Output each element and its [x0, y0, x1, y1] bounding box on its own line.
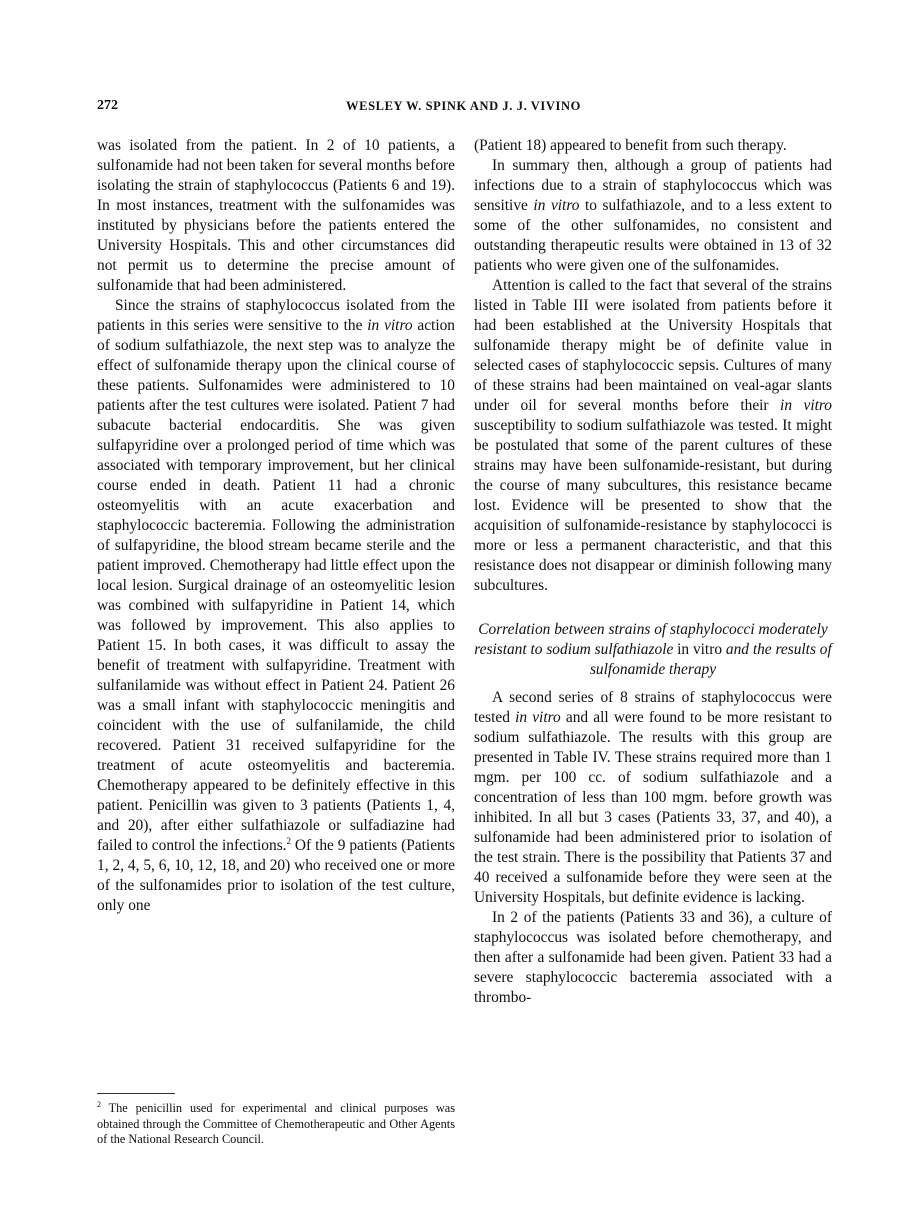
page-header — [97, 98, 830, 118]
italic-term: in vitro — [367, 317, 413, 334]
paragraph: In 2 of the patients (Patients 33 and 36), a culture of staphylococcus was isolated before chemotherapy, and then after a sulfonamide had been given. Patient 33 had a severe staphylococcic bacteremia associated with a thrombo- — [474, 909, 832, 1006]
paragraph: (Patient 18) appeared to benefit from such therapy. — [474, 137, 787, 154]
section-heading: Correlation between strains of staphylococci moderately resistant to sodium sulfathiazole in vitro and the results of sulfonamide therapy — [474, 621, 832, 678]
right-column — [474, 136, 832, 1008]
page-number: 272 — [97, 98, 118, 113]
italic-term: in vitro — [515, 709, 561, 726]
paragraph: Attention is called to the fact that several of the strains listed in Table III were isolated from patients before it had been established at the University Hospitals that sulfonamide therapy might be of definite value in selected cases of staphylococcic sepsis. Cultures of many of these strains had been maintained on veal-agar slants under oil for several months before their in vitro susceptibility to sodium sulfathiazole was tested. It might be postulated that some of the parent cultures of these strains may have been sulfonamide-resistant, but during the course of many subcultures, this resistance became lost. Evidence will be presented to show that the acquisition of sulfonamide-resistance by staphylococci is more or less a permanent characteristic, and that this resistance does not disappear or diminish following many subcultures. — [474, 277, 832, 594]
paragraph: A second series of 8 strains of staphylococcus were tested in vitro and all were found to be more resistant to sodium sulfathiazole. The results with this group are presented in Table IV. These strains required more than 1 mgm. per 100 cc. of sodium sulfathiazole and a concentration of less than 100 mgm. before growth was inhibited. In all but 3 cases (Patients 33, 37, and 40), a sulfonamide had been administered prior to isolation of the test strain. There is the possibility that Patients 37 and 40 received a sulfonamide before they were seen at the University Hospitals, but definite evidence is lacking. — [474, 689, 832, 906]
italic-term: in vitro — [533, 197, 580, 214]
footnote-text: The penicillin used for experimental and clinical purposes was obtained through the Committee of Chemotherapeutic and Other Agents of the National Research Council. — [97, 1101, 455, 1147]
paragraph: Since the strains of staphylococcus isolated from the patients in this series were sensitive to the in vitro action of sodium sulfathiazole, the next step was to analyze the effect of sulfonamide therapy upon the clinical course of these patients. Sulfonamides were administered to 10 patients after the test cultures were isolated. Patient 7 had subacute bacterial endocarditis. She was given sulfapyridine over a prolonged period of time which was associated with temporary improvement, but her clinical course ended in death. Patient 11 had a chronic osteomyelitis with an acute exacerbation and staphylococcic bacteremia. Following the administration of sulfapyridine, the blood stream became sterile and the patient improved. Chemotherapy had little effect upon the local lesion. Surgical drainage of an osteomyelitic lesion was combined with sulfapyridine in Patient 14, which was followed by improvement. This also applies to Patient 15. In both cases, it was difficult to assay the benefit of treatment with sulfapyridine. Treatment with sulfanilamide was without effect in Patient 24. Patient 26 was a small infant with staphylococcic meningitis and coincident with the use of sulfanilamide, the child recovered. Patient 31 received sulfapyridine for the treatment of acute osteomyelitis and bacteremia. Chemotherapy appeared to be definitely effective in this patient. Penicillin was given to 3 patients (Patients 1, 4, and 20), after either sulfathiazole or sulfadiazine had failed to control the infections.$^2$ Of the 9 patients (Patients 1, 2, 4, 5, 6, 10, 12, 18, and 20) who received one or more of the sulfonamides prior to isolation of the test culture, only one — [97, 297, 455, 914]
footnote-ref[interactable]: 2 — [286, 835, 292, 846]
footnote-divider — [97, 1093, 175, 1094]
italic-term: in vitro — [780, 397, 832, 414]
paragraph: was isolated from the patient. In 2 of 10 patients, a sulfonamide had not been taken for several months before isolating the strain of staphylococcus (Patients 6 and 19). In most instances, treatment with the sulfonamides was instituted by physicians before the patients entered the University Hospitals. This and other circumstances did not permit us to determine the precise amount of sulfonamide that had been administered. — [97, 137, 455, 294]
left-column — [97, 136, 455, 916]
running-head: WESLEY W. SPINK AND J. J. VIVINO — [346, 99, 581, 113]
paragraph: In summary then, although a group of patients had infections due to a strain of staphylococcus which was sensitive in vitro to sulfathiazole, and to a less extent to some of the other sulfonamides, no consistent and outstanding therapeutic results were obtained in 13 of 32 patients who were given one of the sulfonamides. — [474, 157, 832, 274]
footnote-mark: 2 — [97, 1100, 101, 1109]
footnote — [97, 1097, 455, 1148]
